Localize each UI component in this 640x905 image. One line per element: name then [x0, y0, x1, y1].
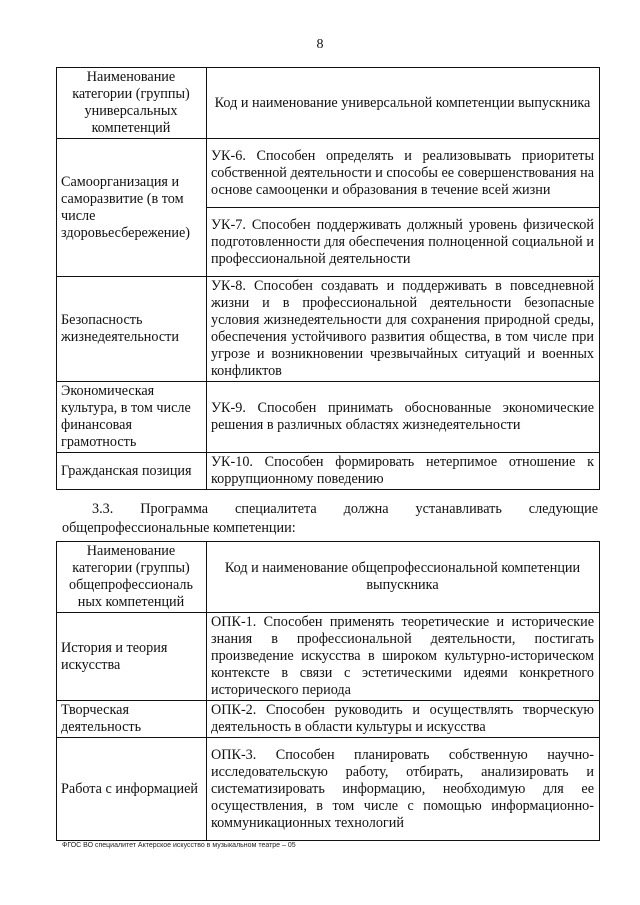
category-cell: Экономическая культура, в том числе финансовая грамотность: [57, 382, 207, 453]
table-row: [57, 701, 600, 738]
section-paragraph: [62, 500, 598, 538]
competence-cell: ОПК-1. Способен применять теоретические и исторические знания в профессиональной деятельности, постигать произведение искусства в широком культурно-историческом контексте в связи с эстетическими идеями конкретного исторического периода: [207, 613, 600, 701]
category-cell: Безопасность жизнедеятельности: [57, 277, 207, 382]
category-cell: Самоорганизация и саморазвитие (в том числе здоровьесбережение): [57, 139, 207, 277]
category-cell: Работа с информацией: [57, 738, 207, 841]
category-cell: Гражданская позиция: [57, 453, 207, 490]
table-row: [57, 738, 600, 841]
table-row: [57, 139, 600, 208]
table-row: [57, 382, 600, 453]
header-competence: Код и наименование универсальной компетенции выпускника: [207, 68, 600, 139]
table-row: [57, 277, 600, 382]
category-cell: История и теория искусства: [57, 613, 207, 701]
table-row: [57, 453, 600, 490]
competence-cell: ОПК-3. Способен планировать собственную научно-исследовательскую работу, отбирать, анализировать и систематизировать информацию, необходимую для ее осуществления, в том числе с помощью информационно-коммуникационных технологий: [207, 738, 600, 841]
competence-cell: УК-7. Способен поддерживать должный уровень физической подготовленности для обеспечения полноценной социальной и профессиональной деятельности: [207, 208, 600, 277]
competence-cell: УК-8. Способен создавать и поддерживать в повседневной жизни и в профессиональной деятельности безопасные условия жизнедеятельности для сохранения природной среды, обеспечения устойчивого развития общества, в том числе при угрозе и возникновении чрезвычайных ситуаций и военных конфликтов: [207, 277, 600, 382]
competence-cell: УК-9. Способен принимать обоснованные экономические решения в различных областях жизнедеятельности: [207, 382, 600, 453]
header-category: Наименование категории (группы) общепрофессиональ ных компетенций: [57, 542, 207, 613]
header-competence: Код и наименование общепрофессиональной компетенции выпускника: [207, 542, 600, 613]
table-row: [57, 613, 600, 701]
paragraph-line: общепрофессиональные компетенции:: [62, 520, 296, 536]
page-number: 8: [316, 37, 324, 52]
competence-cell: УК-10. Способен формировать нетерпимое отношение к коррупционному поведению: [207, 453, 600, 490]
header-category: Наименование категории (группы) универсальных компетенций: [57, 68, 207, 139]
category-cell: Творческая деятельность: [57, 701, 207, 738]
universal-competencies-table: [56, 67, 600, 490]
general-professional-competencies-table: [56, 541, 600, 841]
document-footer: ФГОС ВО специалитет Актерское искусство в музыкальном театре – 05: [62, 842, 296, 849]
competence-cell: УК-6. Способен определять и реализовывать приоритеты собственной деятельности и способы ее совершенствования на основе самооценки и образования в течение всей жизни: [207, 139, 600, 208]
table-header-row: [57, 542, 600, 613]
table-header-row: [57, 68, 600, 139]
paragraph-line: 3.3. Программа специалитета должна устанавливать следующие: [92, 501, 598, 517]
competence-cell: ОПК-2. Способен руководить и осуществлять творческую деятельность в области культуры и искусства: [207, 701, 600, 738]
